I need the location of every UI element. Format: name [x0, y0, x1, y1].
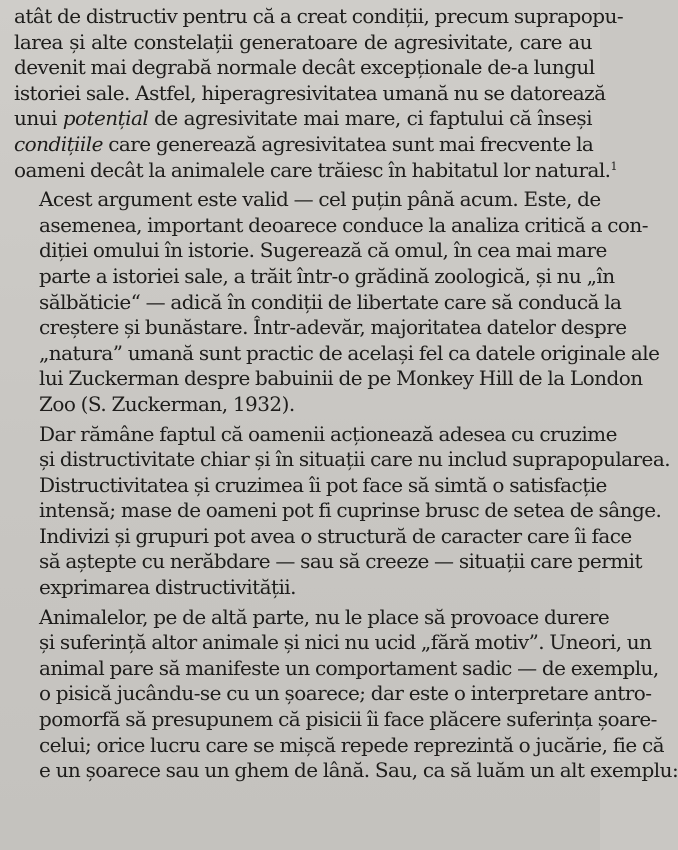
text-line [14, 472, 607, 499]
text-run: asemenea, important deoarece conduce la analiza critică a con- [39, 212, 648, 237]
text-line [14, 4, 624, 30]
text-line [14, 30, 592, 56]
text-run: devenit mai degrabă normale decât excepționale de-a lungul [14, 55, 595, 80]
text-run: creștere și bunăstare. Într-adevăr, majoritatea datelor despre [39, 315, 627, 340]
text-run: Distructivitatea și cruzimea îi pot face să simtă o satisfacție [39, 472, 607, 497]
italic-text: potențial [62, 106, 149, 131]
text-run: Dar rămâne faptul că oamenii acționează adesea cu cruzime [39, 421, 617, 446]
text-run: sălbăticie“ — adică în condiții de libertate care să conducă la [39, 289, 622, 314]
text-line [14, 132, 592, 158]
text-line [14, 212, 648, 239]
text-line [14, 106, 592, 132]
text-line [14, 289, 622, 316]
text-line [14, 604, 610, 631]
text-line [14, 421, 617, 448]
text-run: celui; orice lucru care se mișcă repede reprezintă o jucărie, fie că [39, 732, 665, 757]
text-line [14, 758, 678, 784]
text-line [14, 80, 606, 107]
text-run: lui Zuckerman despre babuinii de pe Monkey Hill de la London [39, 366, 643, 391]
text-run: diției omului în istorie. Sugerează că omul, în cea mai mare [39, 238, 607, 263]
text-line [14, 187, 601, 213]
text-run: pomorfă să presupunem că pisicii îi face plăcere suferința șoare- [39, 707, 657, 732]
text-run: „natura” umană sunt practic de același fel ca datele originale ale [39, 340, 660, 365]
text-run: oameni decât la animalele care trăiesc în habitatul lor natural. [14, 157, 611, 182]
text-line [14, 315, 627, 341]
text-run: și distructivitate chiar și în situații care nu includ suprapopularea. [39, 447, 671, 472]
text-line [14, 263, 615, 290]
text-run: istoriei sale. Astfel, hiperagresivitatea umană nu se datorează [14, 80, 606, 105]
text-line [14, 681, 652, 707]
text-run: și suferință altor animale și nici nu ucid „fără motiv”. Uneori, un [39, 630, 652, 655]
paragraph [14, 187, 660, 417]
text-line [14, 575, 592, 601]
text-run: intensă; mase de oameni pot fi cuprinse brusc de setea de sânge. [39, 498, 662, 523]
paragraph [14, 421, 671, 601]
text-line [14, 523, 632, 550]
text-run: atât de distructiv pentru că a creat condiții, precum suprapopu- [14, 4, 624, 28]
paragraph [14, 4, 624, 183]
text-run: Zoo (S. Zuckerman, 1932). [39, 391, 295, 416]
text-line [14, 498, 662, 524]
text-line [14, 55, 595, 81]
text-run: Animalelor, pe de altă parte, nu le place să provoace durere [39, 604, 610, 629]
text-line [14, 392, 592, 418]
text-run: o pisică jucându-se cu un șoarece; dar este o interpretare antro- [39, 681, 652, 706]
text-run: parte a istoriei sale, a trăit într-o grădină zoologică, și nu „în [39, 263, 615, 288]
text-line [14, 707, 657, 733]
text-run: Acest argument este valid — cel puțin până acum. Este, de [39, 187, 601, 212]
text-run: larea și alte constelații generatoare de agresivitate, care au [14, 29, 592, 54]
text-line [14, 157, 617, 184]
body-text [14, 4, 678, 788]
text-line [14, 630, 652, 656]
text-run: de agresivitate mai mare, ci faptului că înseși [148, 106, 592, 131]
text-run: animal pare să manifeste un comportament sadic — de exemplu, [39, 655, 659, 680]
text-line [14, 549, 642, 575]
footnote-marker: 1 [610, 159, 617, 173]
text-line [14, 238, 607, 264]
text-line [14, 340, 660, 367]
text-line [14, 655, 659, 682]
text-run: e un șoarece sau un ghem de lână. Sau, ca să luăm un alt exemplu: [39, 758, 678, 783]
italic-text: condițiile [14, 131, 103, 156]
paragraph [14, 604, 678, 784]
text-run: exprimarea distructivității. [39, 575, 296, 600]
text-run: să aștepte cu nerăbdare — sau să creeze — situații care permit [39, 549, 642, 574]
text-line [14, 732, 665, 759]
text-run: unui [14, 106, 63, 131]
text-line [14, 447, 671, 473]
text-line [14, 366, 643, 392]
text-run: care generează agresivitatea sunt mai frecvente la [102, 131, 594, 156]
text-run: Indivizi și grupuri pot avea o structură de caracter care îi face [39, 523, 632, 548]
